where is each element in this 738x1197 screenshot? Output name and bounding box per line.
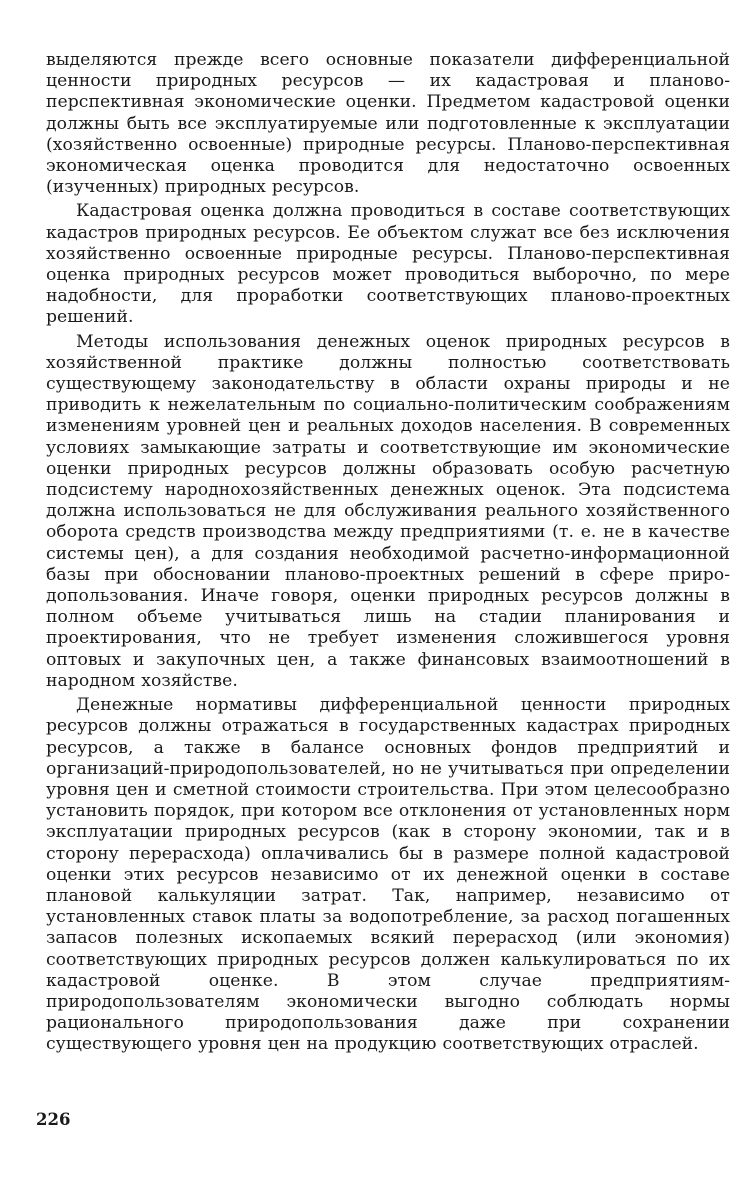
page-body bbox=[46, 50, 730, 1140]
paragraph-4: Денежные нормативы дифференциальной ценности природных ресурсов должны отражаться в государственных кадастрах природных ресурсов, а также в балансе основных фондов предприятий и организаций-природопользователей, но не учитываться при определении уровня цен и сметной стоимости строительства. При этом целесообразно установить порядок, при котором все отклонения от установленных норм эксплуатации природных ресурсов (как в сторону экономии, так и в сторону перерасхода) оплачивались бы в размере полной кадастровой оценки этих ресурсов независимо от их денежной оценки в составе плановой калькуляции затрат. Так, например, независимо от установленных ставок платы за водопотребление, за расход погашенных запасов полезных ископаемых всякий перерасход (или экономия) соответствующих природных ресурсов должен калькулироваться по их кадастровой оценке. В этом случае предприятиям-природопользователям экономически выгодно соблюдать нормы рационального природопользования даже при сохранении существующего уровня цен на продукцию соответствующих отраслей. bbox=[46, 695, 730, 1055]
paragraph-3: Методы использования денежных оценок природных ресурсов в хозяйственной практике должны полностью соответствовать существующему законодательству в области охраны природы и не приводить к нежелательным по социально-политическим соображениям изменениям уровней цен и реальных доходов населения. В современных условиях замыкающие затраты и соответствующие им экономические оценки природных ресурсов должны образовать особую расчетную подсистему народнохозяйственных денежных оценок. Эта подсистема должна использоваться не для обслуживания реального хозяйственного оборота средств производства между предприятиями (т. е. не в качестве системы цен), а для создания необходимой расчетно-информационной базы при обосновании планово-проектных решений в сфере природопользования. Иначе говоря, оценки природных ресурсов должны в полном объеме учитываться лишь на стадии планирования и проектирования, что не требует изменения сложившегося уровня оптовых и закупочных цен, а также финансовых взаимоотношений в народном хозяйстве. bbox=[46, 331, 730, 691]
paragraph-1: выделяются прежде всего основные показатели дифференциальной ценности природных ресурсов — их кадастровая и плановоперспективная экономические оценки. Предметом кадастровой оценки должны быть все эксплуатируемые или подготовленные к эксплуатации (хозяйственно освоенные) природные ресурсы. Планово-перспективная экономическая оценка проводится для недостаточно освоенных (изученных) природных ресурсов. bbox=[46, 50, 730, 198]
paragraph-2: Кадастровая оценка должна проводиться в составе соответствующих кадастров природных ресурсов. Ее объектом служат все без исключения хозяйственно освоенные природные ресурсы. Планово-перспективная оценка природных ресурсов может проводиться выборочно, по мере надобности, для проработки соответствующих планово-проектных решений. bbox=[46, 201, 730, 328]
page-number: 226 bbox=[36, 1110, 71, 1129]
